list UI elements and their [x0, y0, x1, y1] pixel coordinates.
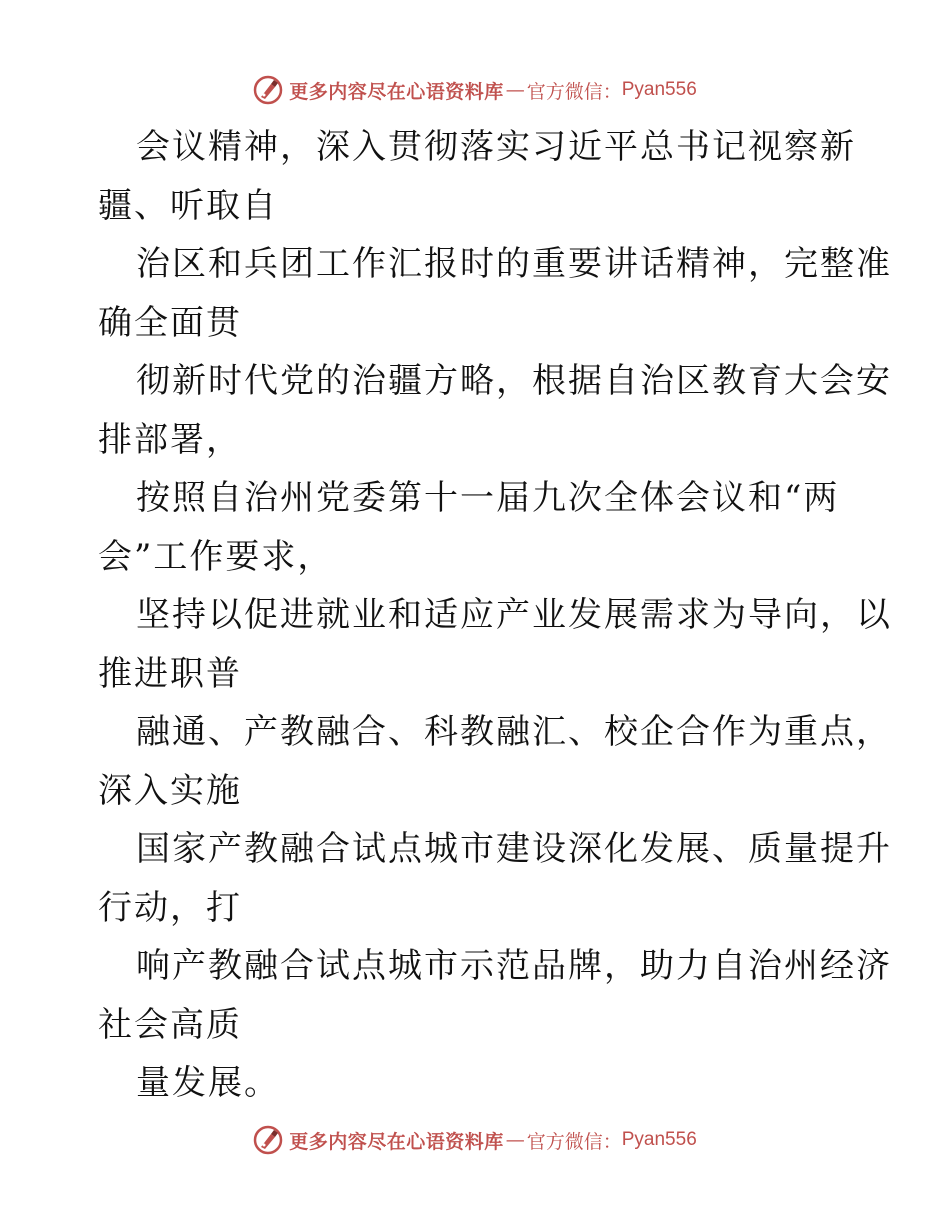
- text-line: 社会高质: [98, 1004, 242, 1045]
- text-line: 融通、产教融合、科教融汇、校企合作为重点，: [136, 712, 892, 752]
- text-line: 国家产教融合试点城市建设深化发展、质量提升: [136, 829, 892, 869]
- banner-separator: —: [505, 79, 525, 101]
- text-line: 坚持以促进就业和适应产业发展需求为导向，以: [136, 595, 892, 635]
- banner-separator: —: [505, 1129, 525, 1151]
- banner-wechat-id: Pyan556: [621, 1129, 697, 1150]
- banner-label: 官方微信：: [526, 1130, 622, 1153]
- pen-nib-logo-icon: [253, 1125, 283, 1155]
- text-line: 响产教融合试点城市示范品牌，助力自治州经济: [136, 946, 892, 986]
- banner-text: 更多内容尽在心语资料库: [289, 80, 504, 103]
- text-line: 会议精神，深入贯彻落实习近平总书记视察新: [136, 127, 856, 167]
- footer-banner: [0, 1120, 950, 1160]
- text-line: 治区和兵团工作汇报时的重要讲话精神，完整准: [136, 244, 892, 284]
- text-line: 深入实施: [98, 770, 242, 811]
- document-body: [98, 118, 892, 1113]
- text-line: 推进职普: [98, 653, 242, 694]
- text-line: 按照自治州党委第十一届九次全体会议和“两: [136, 478, 840, 518]
- banner-label: 官方微信：: [526, 80, 622, 103]
- text-line: 疆、听取自: [98, 185, 278, 226]
- text-line: 量发展。: [136, 1063, 280, 1103]
- text-line: 排部署，: [98, 419, 242, 460]
- pen-nib-logo-icon: [253, 75, 283, 105]
- text-line: 会”工作要求，: [98, 536, 334, 577]
- text-line: 彻新时代党的治疆方略，根据自治区教育大会安: [136, 361, 892, 401]
- header-banner: [0, 70, 950, 110]
- banner-text: 更多内容尽在心语资料库: [289, 1130, 504, 1153]
- text-line: 行动，打: [98, 887, 242, 928]
- text-line: 确全面贯: [98, 302, 242, 343]
- banner-wechat-id: Pyan556: [621, 79, 697, 100]
